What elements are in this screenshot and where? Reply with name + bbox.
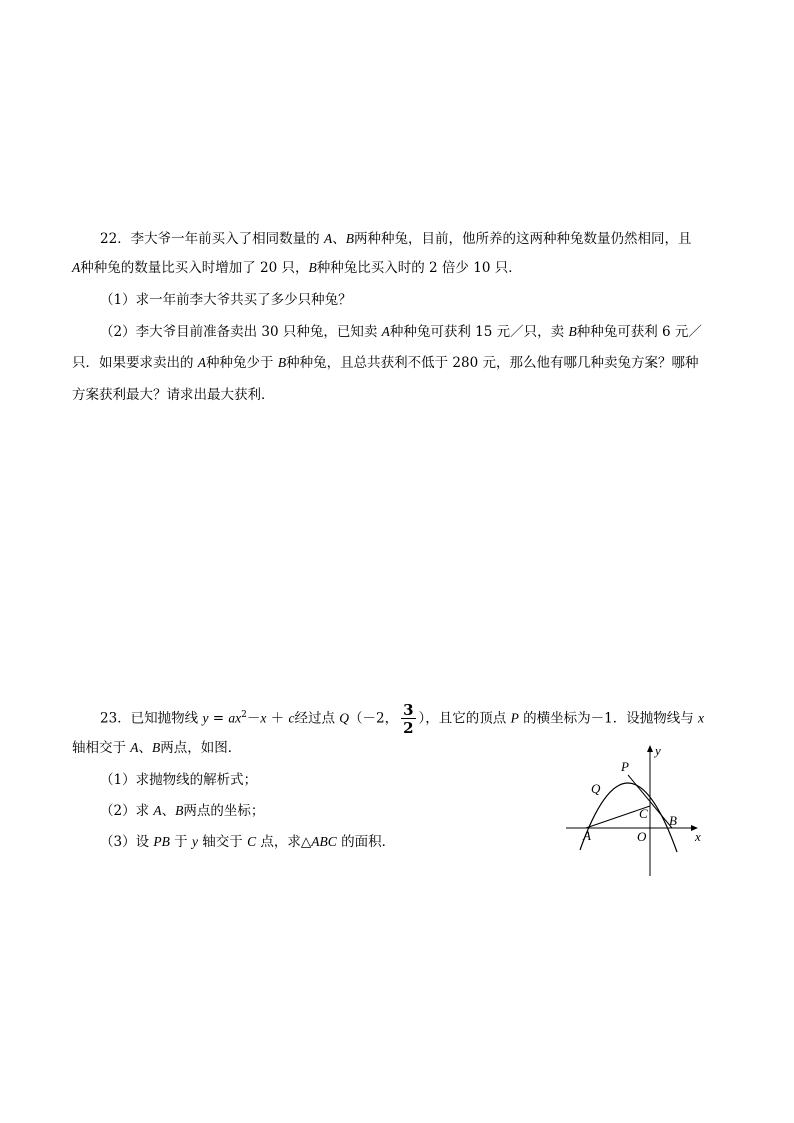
q23-line-2: 轴相交于 A、B两点，如图． [72,740,242,756]
label-x: x [695,829,701,844]
label-q: Q [591,781,601,796]
label-a: A [583,828,591,843]
q22-line-2: A种种兔的数量比买入时增加了 20 只，B种种兔比买入时的 2 倍少 10 只． [72,260,522,276]
y-axis-arrow [647,745,653,752]
label-o: O [637,829,647,844]
label-y: y [655,743,661,758]
q23-part-3: （3）设 PB 于 y 轴交于 C 点，求△ABC 的面积． [100,834,396,850]
q22-line-6: 方案获利最大？请求出最大获利． [72,387,275,403]
label-c: C [639,806,648,821]
parabola-figure [562,740,712,880]
label-b: B [669,813,677,828]
q22-part-1: （1）求一年前李大爷共买了多少只种兔？ [100,292,352,308]
q22-line-1: 22．李大爷一年前买入了相同数量的 A、B两种种兔，目前，他所养的这两种种兔数量仍然相同，且 [100,231,692,247]
q23-line-1: 23．已知抛物线 $y = ax^2-x + c$经过点 Q（－2， $\frac{3}{2}$ ），且它的顶点 P 的横坐标为－1．设抛物线与 x [100,701,705,737]
q23-part-2: （2）求 A、B两点的坐标； [100,803,265,819]
q22-line-5: 只．如果要求卖出的 A种种兔少于 B种种兔，且总共获利不低于 280 元，那么他有哪几种卖兔方案？哪种 [72,355,699,371]
q23-part-1: （1）求抛物线的解析式； [100,772,258,788]
fraction-three-halves: $\frac{3}{2}$ [403,701,414,737]
label-p: P [621,759,629,774]
q23-number: 23 [100,710,118,727]
q22-number: 22 [100,231,118,247]
q22-part-2: （2）李大爷目前准备卖出 30 只种兔，已知卖 A种种兔可获利 15 元／只，卖 B种种兔可获利 6 元／ [100,324,702,340]
